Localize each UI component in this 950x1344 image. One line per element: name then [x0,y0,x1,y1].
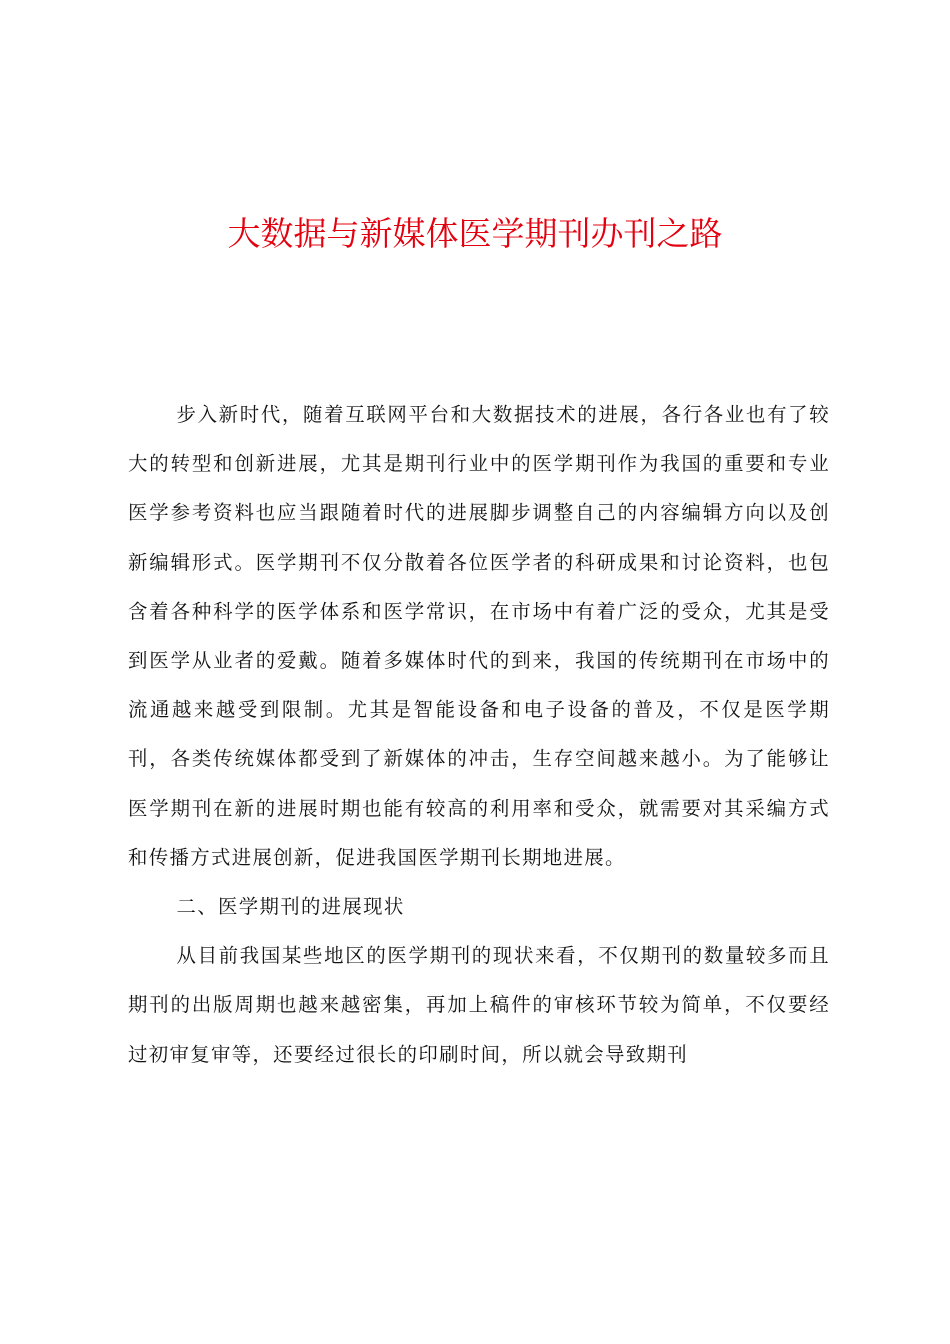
document-title: 大数据与新媒体医学期刊办刊之路 [227,214,723,253]
section-heading: 二、医学期刊的进展现状 [176,895,405,919]
paragraph-status: 从目前我国某些地区的医学期刊的现状来看，不仅期刊的数量较多而且期刊的出版周期也越来越密集，再加上稿件的审核环节较为简单，不仅要经过初审复审等，还要经过很长的印刷时间，所以就会导致期刊 [128,944,830,1066]
document-body [128,390,830,1079]
paragraph-intro: 步入新时代，随着互联网平台和大数据技术的进展，各行各业也有了较大的转型和创新进展，尤其是期刊行业中的医学期刊作为我国的重要和专业医学参考资料也应当跟随着时代的进展脚步调整自己的内容编辑方向以及创新编辑形式。医学期刊不仅分散着各位医学者的科研成果和讨论资料，也包含着各种科学的医学体系和医学常识，在市场中有着广泛的受众，尤其是受到医学从业者的爱戴。随着多媒体时代的到来，我国的传统期刊在市场中的流通越来越受到限制。尤其是智能设备和电子设备的普及，不仅是医学期刊，各类传统媒体都受到了新媒体的冲击，生存空间越来越小。为了能够让医学期刊在新的进展时期也能有较高的利用率和受众，就需要对其采编方式和传播方式进展创新，促进我国医学期刊长期地进展。 [128,403,830,869]
